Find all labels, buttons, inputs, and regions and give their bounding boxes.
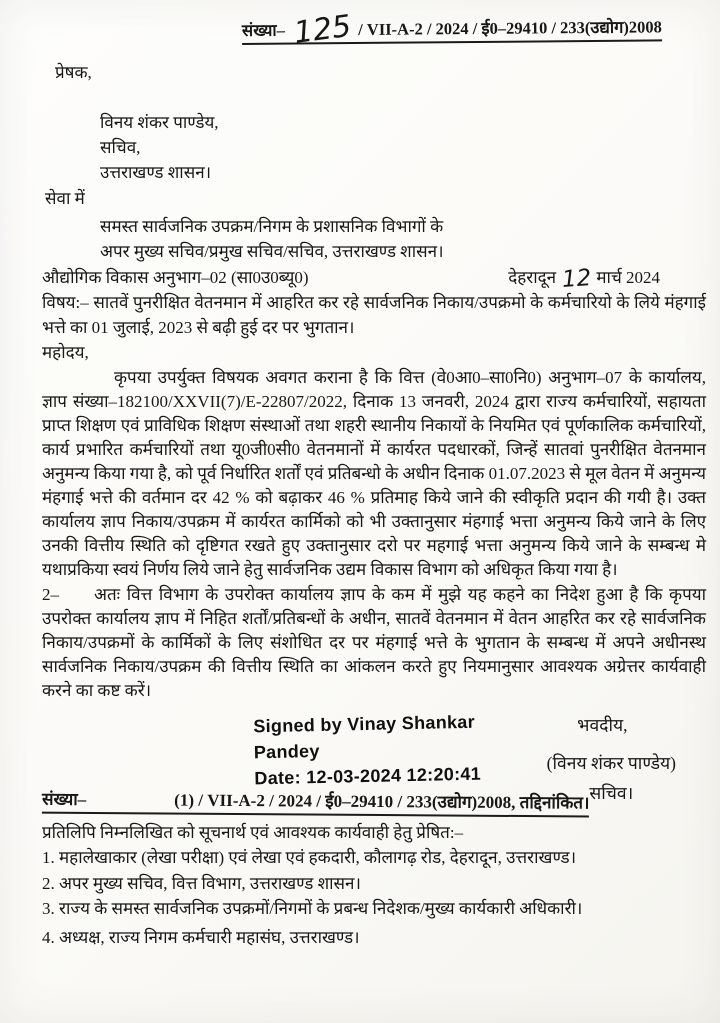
subject-line: विषय:– सातवें पुनरीक्षित वेतनमान में आहरित कर रहे सार्वजनिक निकाय/उपक्रमो के कर्मचारियो के लिये मंहगाई भत्ते का 01 जुलाई, 2023 से बढ़ी हुई दर पर भुगतान।: [42, 293, 706, 337]
sender-name: विनय शंकर पाण्डेय,: [100, 113, 219, 132]
letter-content: [42, 6, 706, 950]
dateline: [508, 265, 660, 293]
sender-block: [100, 110, 706, 185]
salutation: महोदय,: [42, 343, 89, 362]
addressee-block: [100, 214, 706, 264]
sender-designation: सचिव,: [100, 138, 141, 157]
digital-signature-line-1: Signed by Vinay Shankar: [253, 711, 476, 737]
endorsement-number-gap: [86, 805, 174, 806]
reference-number-line: [241, 8, 706, 51]
copy-distribution-list: [42, 846, 706, 950]
dateline-place: देहरादून: [508, 268, 557, 287]
addressee-line-1: समस्त सार्वजनिक उपक्रम/निगम के प्रशासनिक विभागों के: [100, 217, 444, 236]
copy-recipient-3: 3. राज्य के समस्त सार्वजनिक उपक्रमों/निगमों के प्रबन्ध निदेशक/मुख्य कार्यकारी अधिकारी।: [42, 899, 583, 918]
copy-recipient-1: 1. महालेखाकार (लेखा परीक्षा) एवं लेखा एवं हकदारी, कौलागढ़ रोड, देहरादून, उत्तराखण्ड।: [42, 848, 577, 867]
reference-number-label: संख्या–: [241, 20, 285, 41]
to-label: सेवा में: [45, 189, 85, 208]
closing-salutation: भवदीय,: [577, 715, 628, 735]
copy-recipient-4: 4. अध्यक्ष, राज्य निगम कर्मचारी महासंघ, उत्तराखण्ड।: [42, 927, 360, 947]
endorsement-number-underlined: [42, 787, 590, 818]
paragraph-2-number: 2–: [42, 585, 59, 604]
from-label: प्रेषक,: [55, 63, 92, 82]
addressee-line-2: अपर मुख्य सचिव/प्रमुख सचिव/सचिव, उत्तराखण्ड शासन।: [100, 242, 444, 261]
endorsement-number-rest: (1) / VII-A-2 / 2024 / ई0–29410 / 233(उद्योग)2008, तद्दिनांकित।: [174, 790, 590, 813]
paragraph-2-text: अतः वित्त विभाग के उपरोक्त कार्यालय ज्ञाप के कम में मुझे यह कहने का निदेश हुआ है कि कृपया उपरोक्त कार्यालय ज्ञाप में निहित शर्तों/प्रतिबन्धों के अधीन, सातवें वेतनमान में वेतन आहरित कर रहे सार्वजनिक निकाय/उपक्रमों के कार्मिकों के लिए संशोधित दर पर मंहगाई भत्ते के भुगतान के सम्बन्ध में अपने अधीनस्थ सार्वजनिक निकाय/उपक्रम की वित्तीय स्थिति का आंकलन करते हुए नियमानुसार आवश्यक अग्रेत्तर कार्यवाही करने का कष्ट करें।: [42, 585, 706, 700]
reference-number-underlined: [241, 8, 662, 51]
paragraph-1: कृपया उपर्युक्त विषयक अवगत कराना है कि वित्त (वे0आ0–सा0नि0) अनुभाग–07 के कार्यालय, ज्ञाप संख्या–182100/XXVII(7)/E-22807/2022, दिनाक 13 जनवरी, 2024 द्वारा राज्य कर्मचारियों, सहायता प्राप्त शिक्षण एवं प्राविधिक शिक्षण संस्थाओं तथा शहरी स्थानीय निकायों के नियमित एवं पूर्णकालिक कर्मचारियों, कार्य प्रभारित कर्मचारियों तथा यू0जी0सी0 वेतनमानों में कार्यरत पदधारकों, जिन्हें सातवां पुनरीक्षित वेतनमान अनुमन्य किया गया है, को पूर्व निर्धारित शर्तों एवं प्रतिबन्धो के अधीन दिनाक 01.07.2023 से मूल वेतन में अनुमन्य मंहगाई भत्ते की वर्तमान दर 42 % को बढ़ाकर 46 % प्रतिमाह किये जाने की स्वीकृति प्रदान की गयी है। उक्त कार्यालय ज्ञाप निकाय/उपक्रम में कार्यरत कार्मिको को भी उक्तानुसार मंहगाई भत्ता अनुमन्य किये जाने के लिए उनकी वित्तीय स्थिति को दृष्टिगत रखते हुए उक्तानुसार दरो पर महगाई भत्ता अनुमन्य किये जाने के सम्बन्ध मे यथाप्रकिया स्वयं निर्णय लिये जाने हेतु सार्वजनिक उद्यम विकास विभाग को अधिकृत किया गया है।: [42, 368, 706, 579]
signatory-name: (विनय शंकर पाण्डेय): [546, 753, 676, 773]
digital-signature-line-2: Pandey: [253, 740, 320, 763]
copy-distribution-intro: प्रतिलिपि निम्नलिखित को सूचनार्थ एवं आवश्यक कार्यवाही हेतु प्रेषित:–: [42, 823, 464, 842]
sender-government: उत्तराखण्ड शासन।: [100, 163, 212, 182]
endorsement-number-label: संख्या–: [41, 789, 87, 809]
handwritten-letter-number: 125: [291, 8, 354, 51]
reference-number-rest: / VII-A-2 / 2024 / ई0–29410 / 233(उद्योग)2008: [358, 17, 662, 40]
paragraph-2: [42, 583, 706, 703]
digital-signature-date: Date: 12-03-2024 12:20:41: [254, 763, 482, 789]
handwritten-date-day: 12: [561, 265, 593, 293]
signatory-designation: सचिव।: [589, 783, 634, 803]
copy-recipient-2: 2. अपर मुख्य सचिव, वित्त विभाग, उत्तराखण्ड शासन।: [42, 873, 361, 893]
department-section: औद्योगिक विकास अनुभाग–02 (सा0उ0ब्यू0): [42, 268, 309, 287]
department-dateline-row: [42, 265, 706, 293]
endorsement-number-line: [42, 787, 706, 819]
dateline-month-year: मार्च 2024: [596, 268, 660, 287]
